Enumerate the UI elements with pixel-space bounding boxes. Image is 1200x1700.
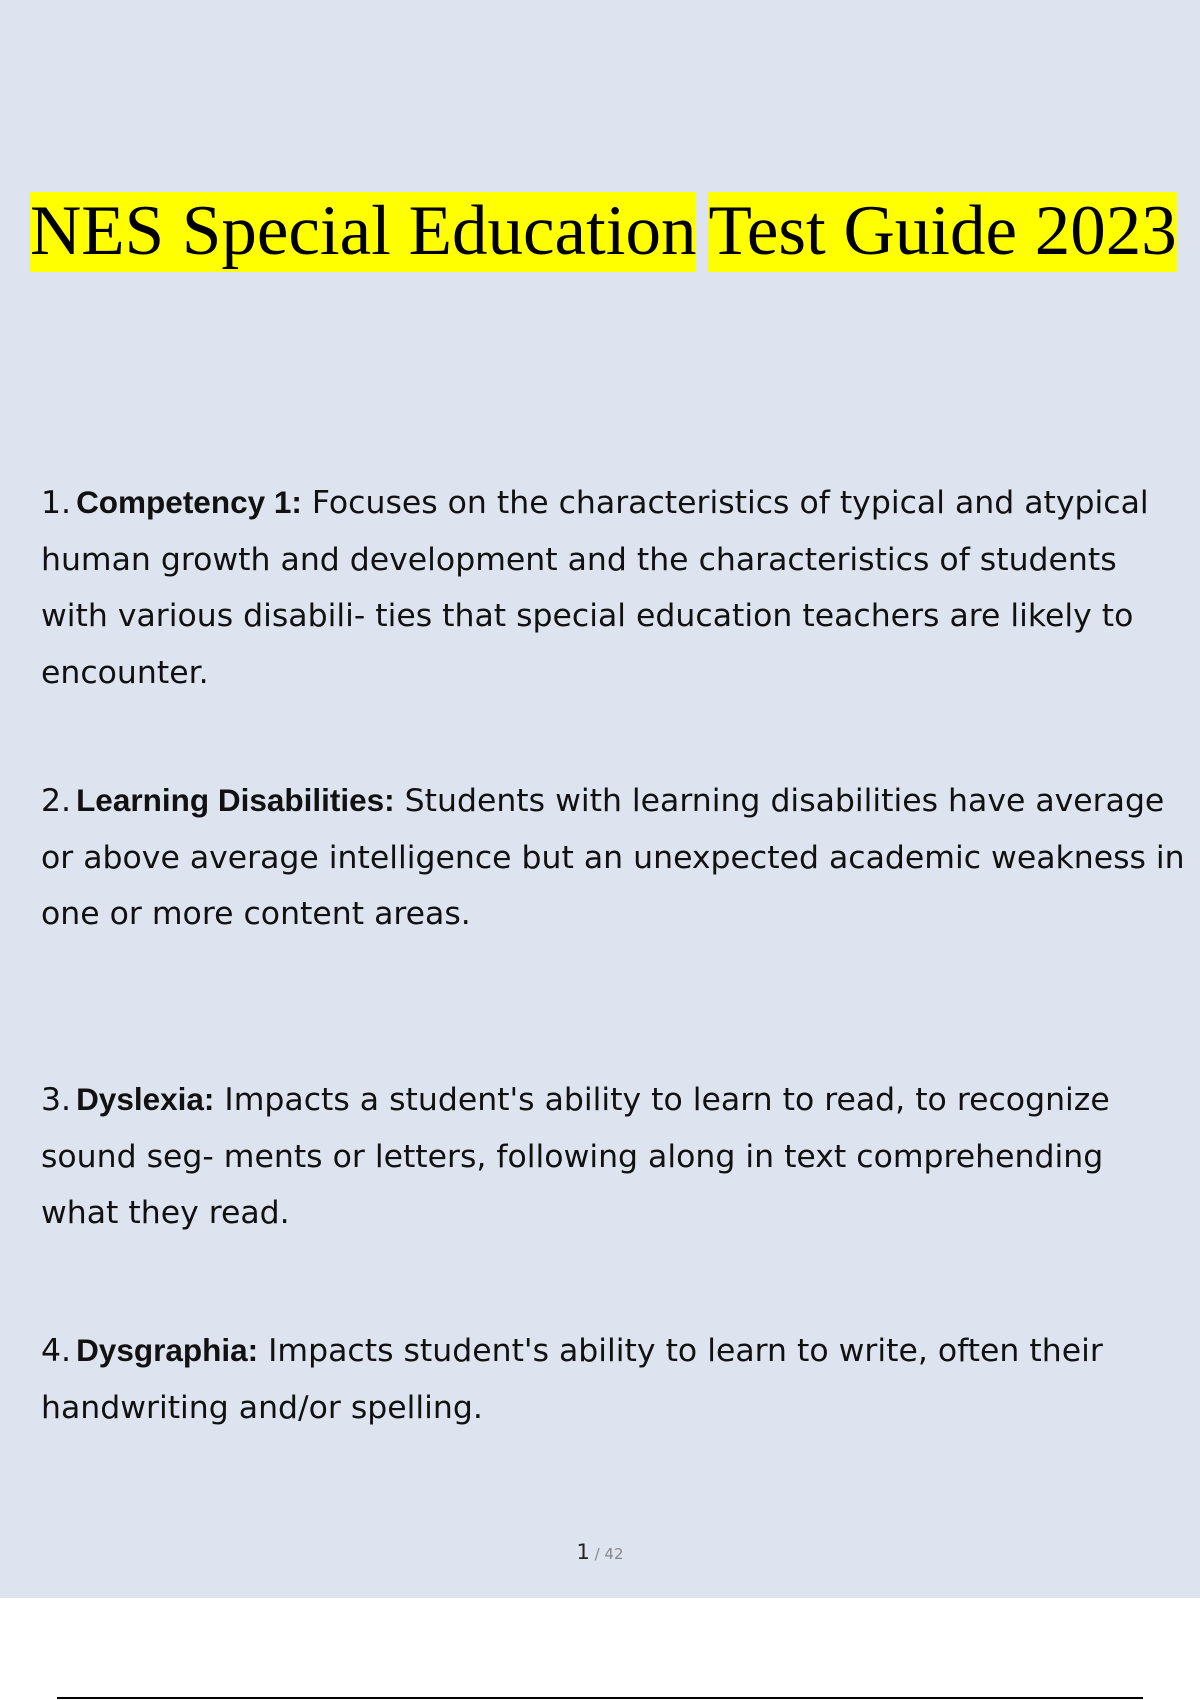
list-item-dysgraphia: [41, 1322, 1189, 1436]
item-number: 4.: [41, 1333, 72, 1369]
item-number: 3.: [41, 1082, 72, 1118]
title-highlight-2: Test Guide 2023: [708, 192, 1177, 270]
list-item-competency-1: [41, 474, 1189, 701]
item-term: Competency 1:: [76, 484, 302, 520]
list-item-learning-disabilities: [41, 772, 1189, 943]
item-text: Students with learning disabilities have average or above average intelligence but an unexpected academic weakness in one or more content areas.: [41, 783, 1185, 932]
current-page-number: 1: [576, 1540, 590, 1564]
item-text: Focuses on the characteristics of typical and atypical human growth and development and the characteristics of students with various disabili- ties that special education teachers are likely to encounter.: [41, 485, 1149, 691]
list-item-dyslexia: [41, 1071, 1189, 1242]
document-title: [30, 190, 1177, 272]
item-text: Impacts a student's ability to learn to read, to recognize sound seg- ments or letters, following along in text comprehending what they read.: [41, 1082, 1110, 1231]
item-term: Learning Disabilities:: [76, 782, 395, 818]
title-highlight-1: NES Special Education: [30, 192, 697, 270]
page-divider-line: [57, 1697, 1143, 1699]
item-term: Dyslexia:: [76, 1081, 215, 1117]
item-term: Dysgraphia:: [76, 1332, 259, 1368]
item-text: Impacts student's ability to learn to write, often their handwriting and/or spelling.: [41, 1333, 1103, 1426]
item-number: 1.: [41, 485, 72, 521]
item-number: 2.: [41, 783, 72, 819]
total-pages: / 42: [589, 1545, 624, 1563]
page-indicator: [0, 1540, 1200, 1564]
